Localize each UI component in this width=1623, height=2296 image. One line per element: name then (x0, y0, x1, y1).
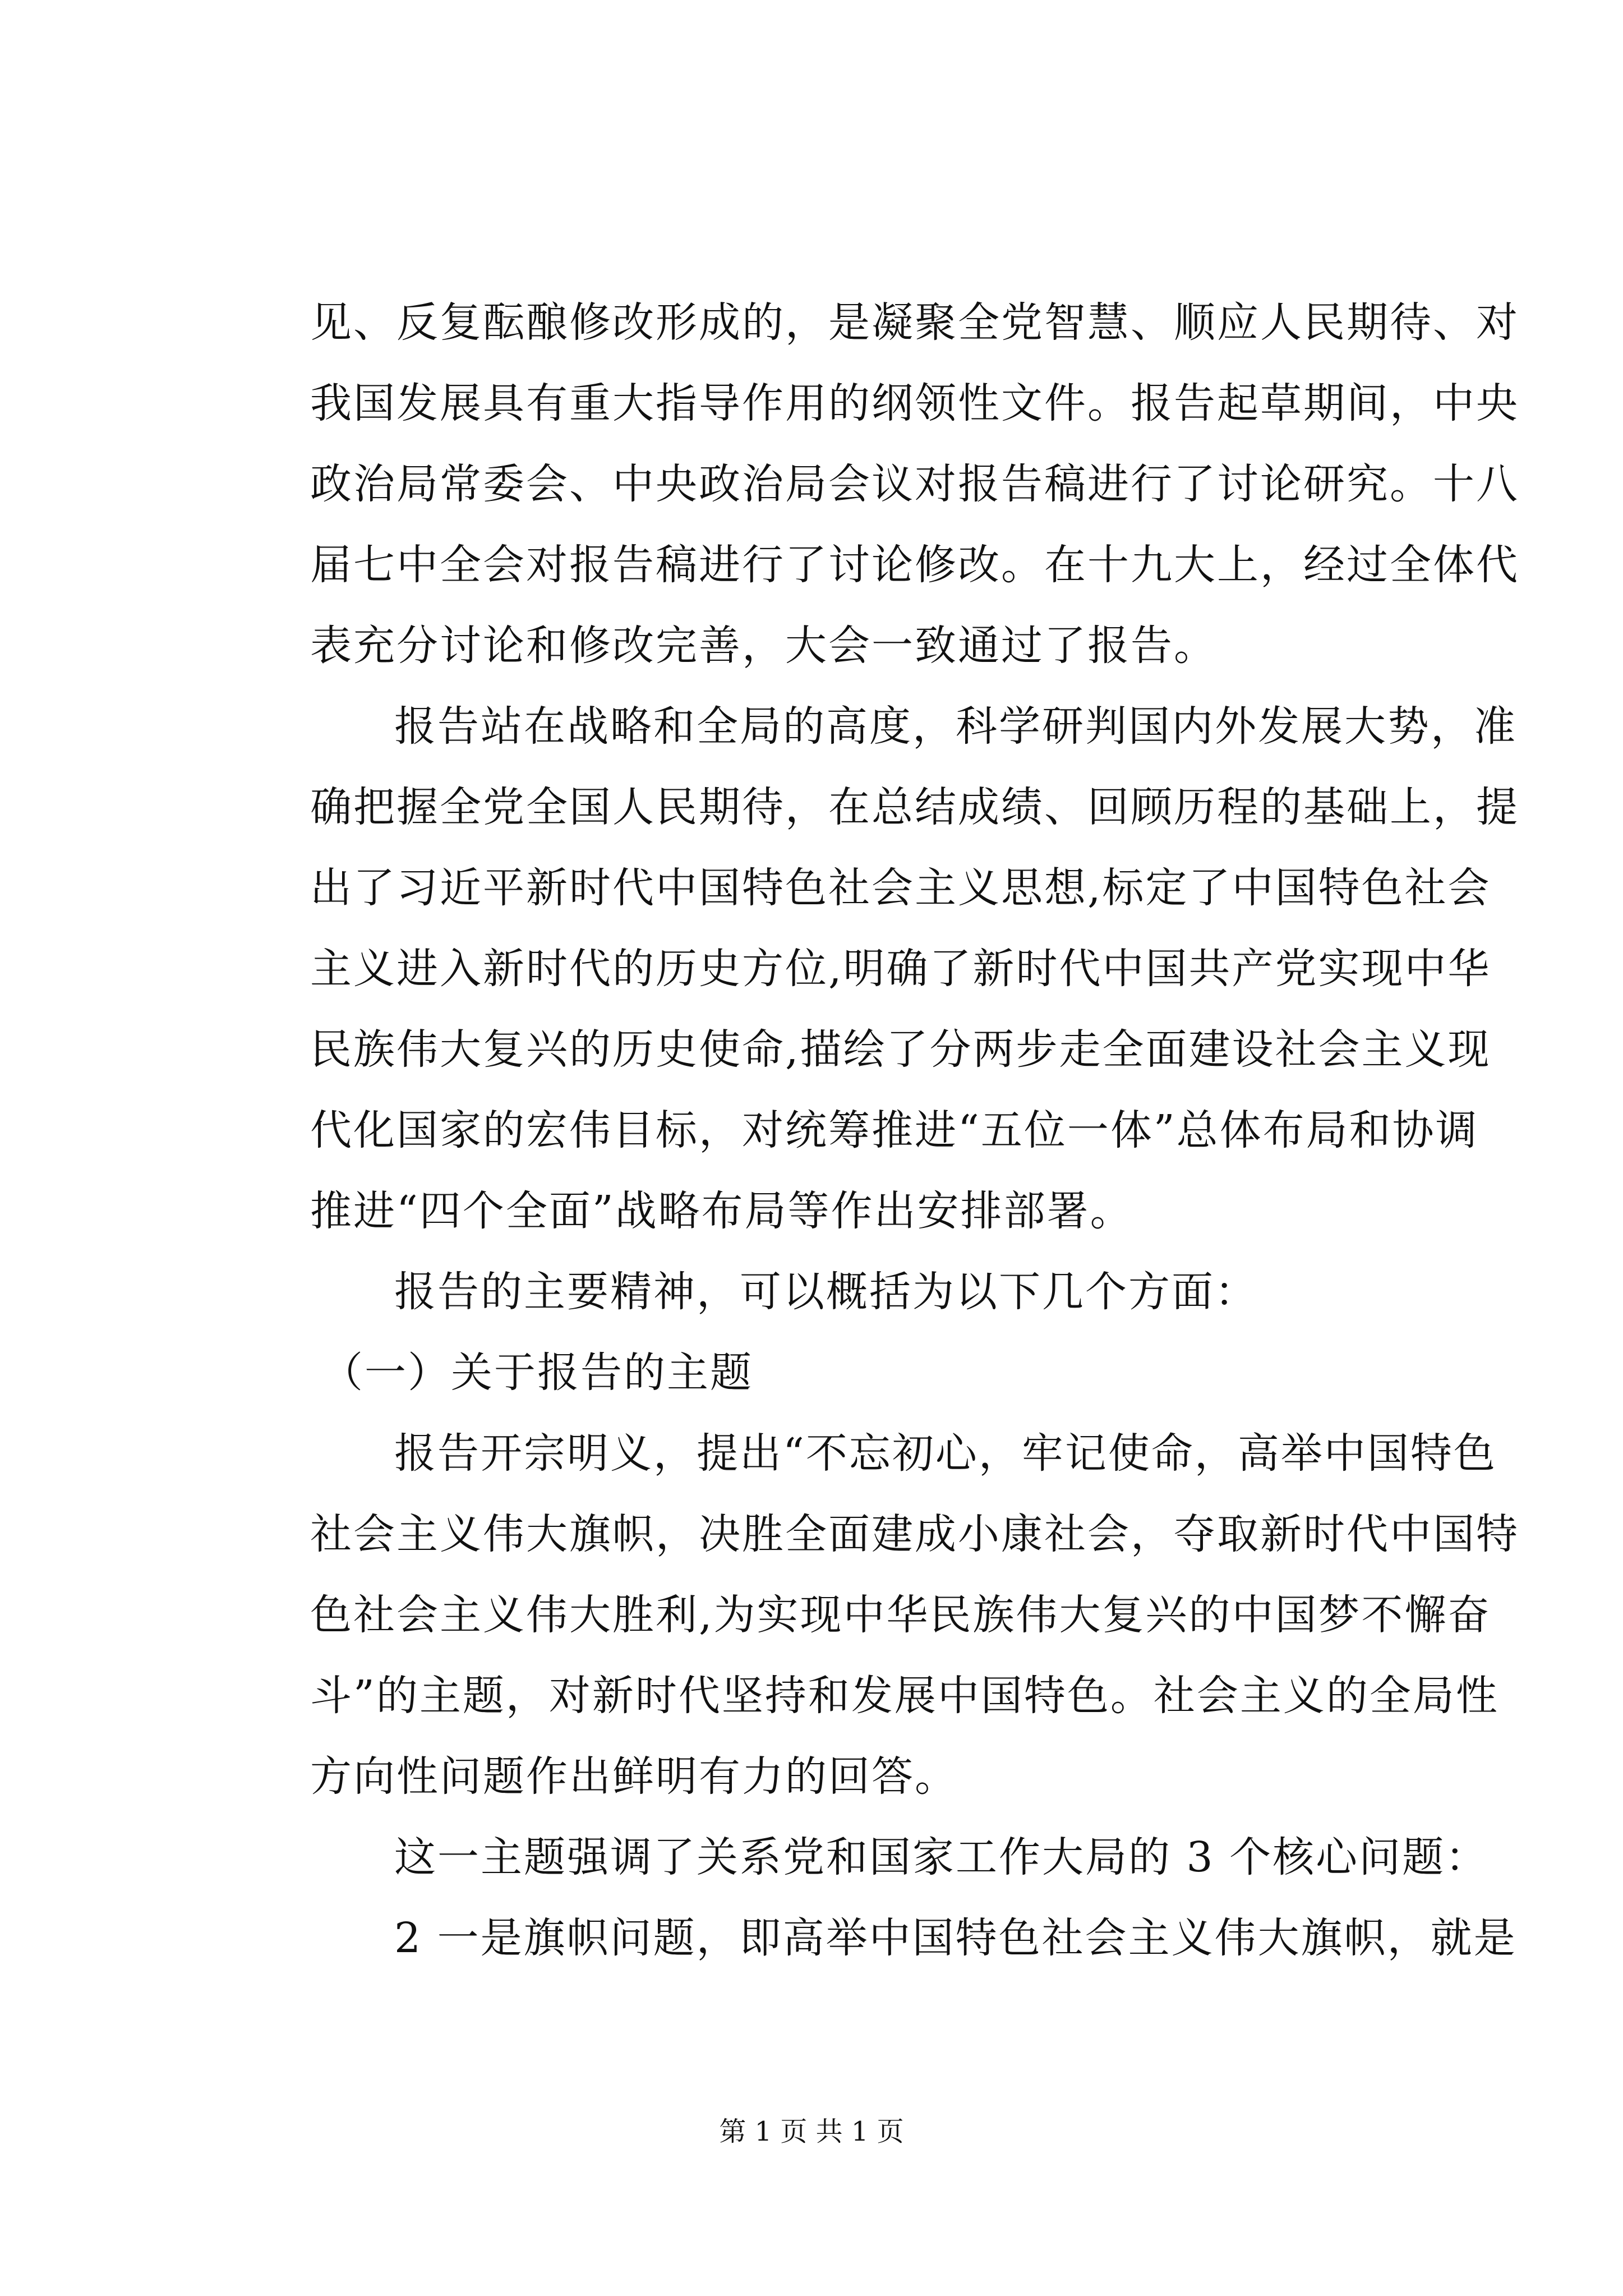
page-number-label: 第 1 页 共 1 页 (719, 2116, 904, 2147)
text-line: 确把握全党全国人民期待，在总结成绩、回顾历程的基础上，提 (310, 783, 1519, 831)
text-line: 代化国家的宏伟目标，对统筹推进“五位一体”总体布局和协调 (310, 1106, 1479, 1154)
text-line: 社会主义伟大旗帜，决胜全面建成小康社会，夺取新时代中国特 (310, 1510, 1519, 1558)
text-line: 表充分讨论和修改完善，大会一致通过了报告。 (310, 622, 1217, 670)
page-footer (0, 2115, 1623, 2148)
body-text (310, 282, 1519, 1978)
text-line: 届七中全会对报告稿进行了讨论修改。在十九大上，经过全体代 (310, 541, 1519, 589)
text-line: 推进“四个全面”战略布局等作出安排部署。 (310, 1187, 1133, 1235)
text-line: 见、反复酝酿修改形成的，是凝聚全党智慧、顺应人民期待、对 (310, 298, 1519, 347)
paragraph-first-line: 这一主题强调了关系党和国家工作大局的 3 个核心问题： (394, 1833, 1489, 1881)
text-line: 民族伟大复兴的历史使命,描绘了分两步走全面建设社会主义现 (310, 1025, 1491, 1074)
text-line: 主义进入新时代的历史方位,明确了新时代中国共产党实现中华 (310, 945, 1491, 993)
text-line: 出了习近平新时代中国特色社会主义思想,标定了中国特色社会 (310, 864, 1491, 912)
text-line: 色社会主义伟大胜利,为实现中华民族伟大复兴的中国梦不懈奋 (310, 1591, 1491, 1639)
paragraph-first-line: 2 一是旗帜问题，即高举中国特色社会主义伟大旗帜，就是 (394, 1914, 1517, 1962)
paragraph-first-line: 报告的主要精神，可以概括为以下几个方面： (394, 1268, 1258, 1316)
text-line: 方向性问题作出鲜明有力的回答。 (310, 1752, 958, 1801)
text-line: 斗”的主题，对新时代坚持和发展中国特色。社会主义的全局性 (310, 1672, 1499, 1720)
section-heading: （一）关于报告的主题 (321, 1349, 753, 1397)
text-line: 我国发展具有重大指导作用的纲领性文件。报告起草期间，中央 (310, 379, 1519, 427)
text-line: 政治局常委会、中央政治局会议对报告稿进行了讨论研究。十八 (310, 460, 1519, 508)
paragraph-first-line: 报告开宗明义，提出“不忘初心，牢记使命，高举中国特色 (394, 1429, 1497, 1478)
paragraph-first-line: 报告站在战略和全局的高度，科学研判国内外发展大势，准 (394, 702, 1517, 751)
